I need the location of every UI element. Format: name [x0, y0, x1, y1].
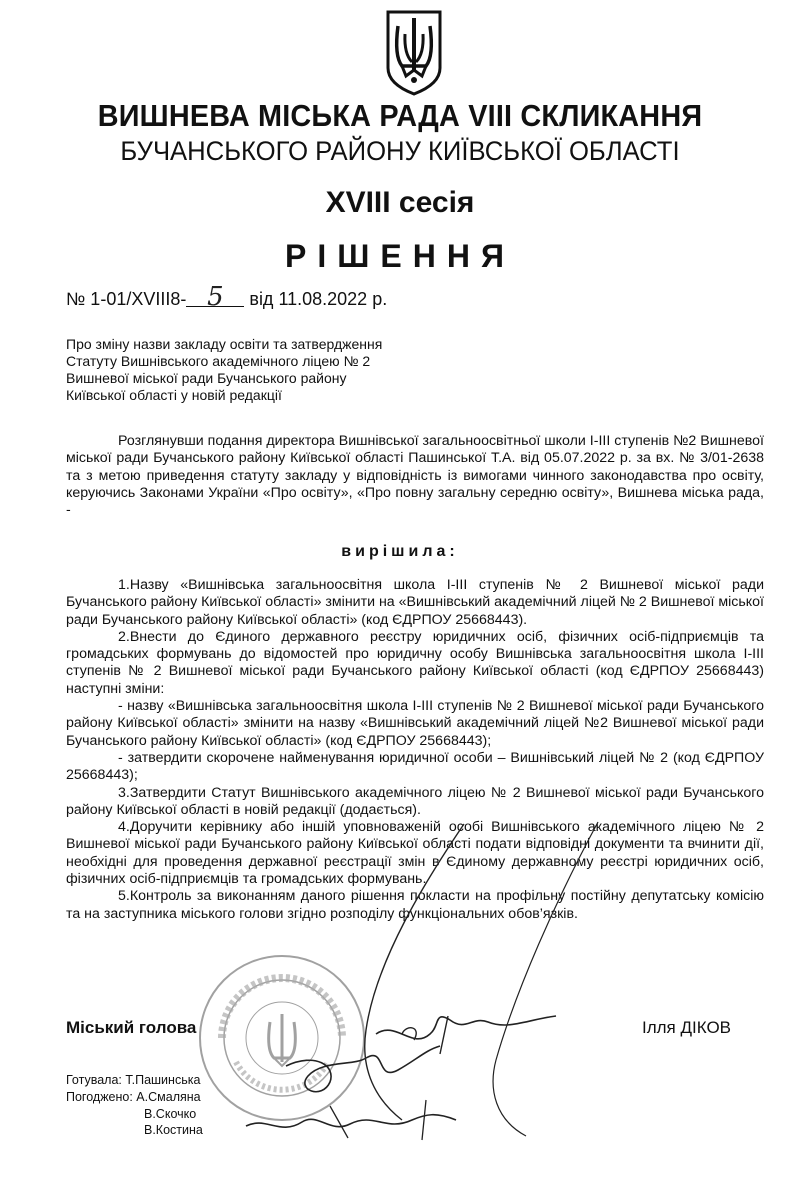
decision-item-2: 2.Внести до Єдиного державного реєстру юридичних осіб, фізичних осіб-підприємців та громадських формувань до відомостей про юридичну особу Вишнівська загальноосвітня школа І-ІІІ ступенів № 2 Вишневої міської ради Бучанського району Київської області (код ЄДРПОУ 25668443) наступні зміни:: [66, 628, 764, 697]
session-title: XVIII сесія: [325, 186, 475, 219]
decision-item-4: 4.Доручити керівнику або іншій уповноваженій особі Вишнівського академічного ліцею № 2 Вишневої міської ради Бучанського району Київської області подати відповідні документи та вчинити дії, необхідні для проведення державної реєстрації змін в Єдиному державному реєстрі юридичних осіб, фізичних осіб-підприємців та громадських формувань.: [66, 819, 764, 888]
decision-item-5: 5.Контроль за виконанням даного рішення покласти на профільну постійну депутатську комісію та на заступника міського голови згідно розподілу функціональних обов’язків.: [66, 888, 764, 922]
decision-subitem-1: - назву «Вишнівська загальноосвітня школа І-ІІІ ступенів № 2 Вишневої міської ради Бучанського району Київської області» змінити на назву «Вишнівський академічний ліцей №2 Вишневої міської ради Бучанського району Київської області» (код ЄДРПОУ 25668443);: [66, 698, 764, 749]
trident-emblem-icon: [384, 10, 444, 96]
decision-number-line: [66, 282, 388, 312]
approval-line-1: Погоджено: А.Смаляна: [66, 1090, 201, 1104]
decision-item-3: 3.Затвердити Статут Вишнівського академічного ліцею № 2 Вишневої міської ради Бучанського району Київської області в новій редакції (додається).: [66, 784, 764, 818]
preamble-paragraph: Розглянувши подання директора Вишнівської загальноосвітньої школи І-ІІІ ступенів №2 Вишневої міської ради Бучанського району Київської області Пашинської Т.А. від 05.07.2022 р. за вх. № 3/01-2638 та з метою приведення статуту закладу у відповідність із вимогами чинного законодавства про освіту, керуючись Законами України «Про освіту», «Про повну загальну середню освіту», Вишнева міська рада, -: [66, 433, 764, 519]
decision-date: від 11.08.2022 р.: [249, 289, 388, 309]
handwritten-number: 5: [186, 288, 244, 307]
approvals-list: [66, 1089, 203, 1139]
council-name: ВИШНЕВА МІСЬКА РАДА VIII СКЛИКАННЯ: [97, 98, 703, 133]
mayor-title: Міський голова: [66, 1018, 197, 1037]
mayor-signature: [226, 820, 706, 1150]
mayor-name: Ілля ДІКОВ: [642, 1018, 732, 1037]
decided-heading: вирішила:: [341, 543, 459, 560]
district-name: БУЧАНСЬКОГО РАЙОНУ КИЇВСЬКОЇ ОБЛАСТІ: [120, 136, 680, 166]
decision-subject: Про зміну назви закладу освіти та затвердження Статуту Вишнівського академічного ліцею № 2 Вишневої міської ради Бучанського району Київської області у новій редакції: [66, 336, 383, 403]
decision-subitem-2: - затвердити скорочене найменування юридичної особи – Вишнівський ліцей № 2 (код ЄДРПОУ 25668443);: [66, 749, 764, 784]
document-type: РІШЕННЯ: [285, 238, 515, 274]
decision-item-1: 1.Назву «Вишнівська загальноосвітня школа І-ІІІ ступенів № 2 Вишневої міської ради Бучанського району Київської області» змінити на «Вишнівський академічний ліцей № 2 Вишневої міської ради Бучанського району Київської області» (код ЄДРПОУ 25668443).: [66, 577, 764, 628]
prepared-by-line: Готувала: Т.Пашинська: [66, 1073, 201, 1087]
approval-line-3: В.Костина: [144, 1123, 203, 1137]
decision-number-prefix: № 1-01/XVIII8-: [66, 289, 187, 309]
approval-line-2: В.Скочко: [144, 1106, 197, 1121]
prepared-by: [66, 1072, 200, 1089]
approvals-block: [142, 1072, 145, 1089]
